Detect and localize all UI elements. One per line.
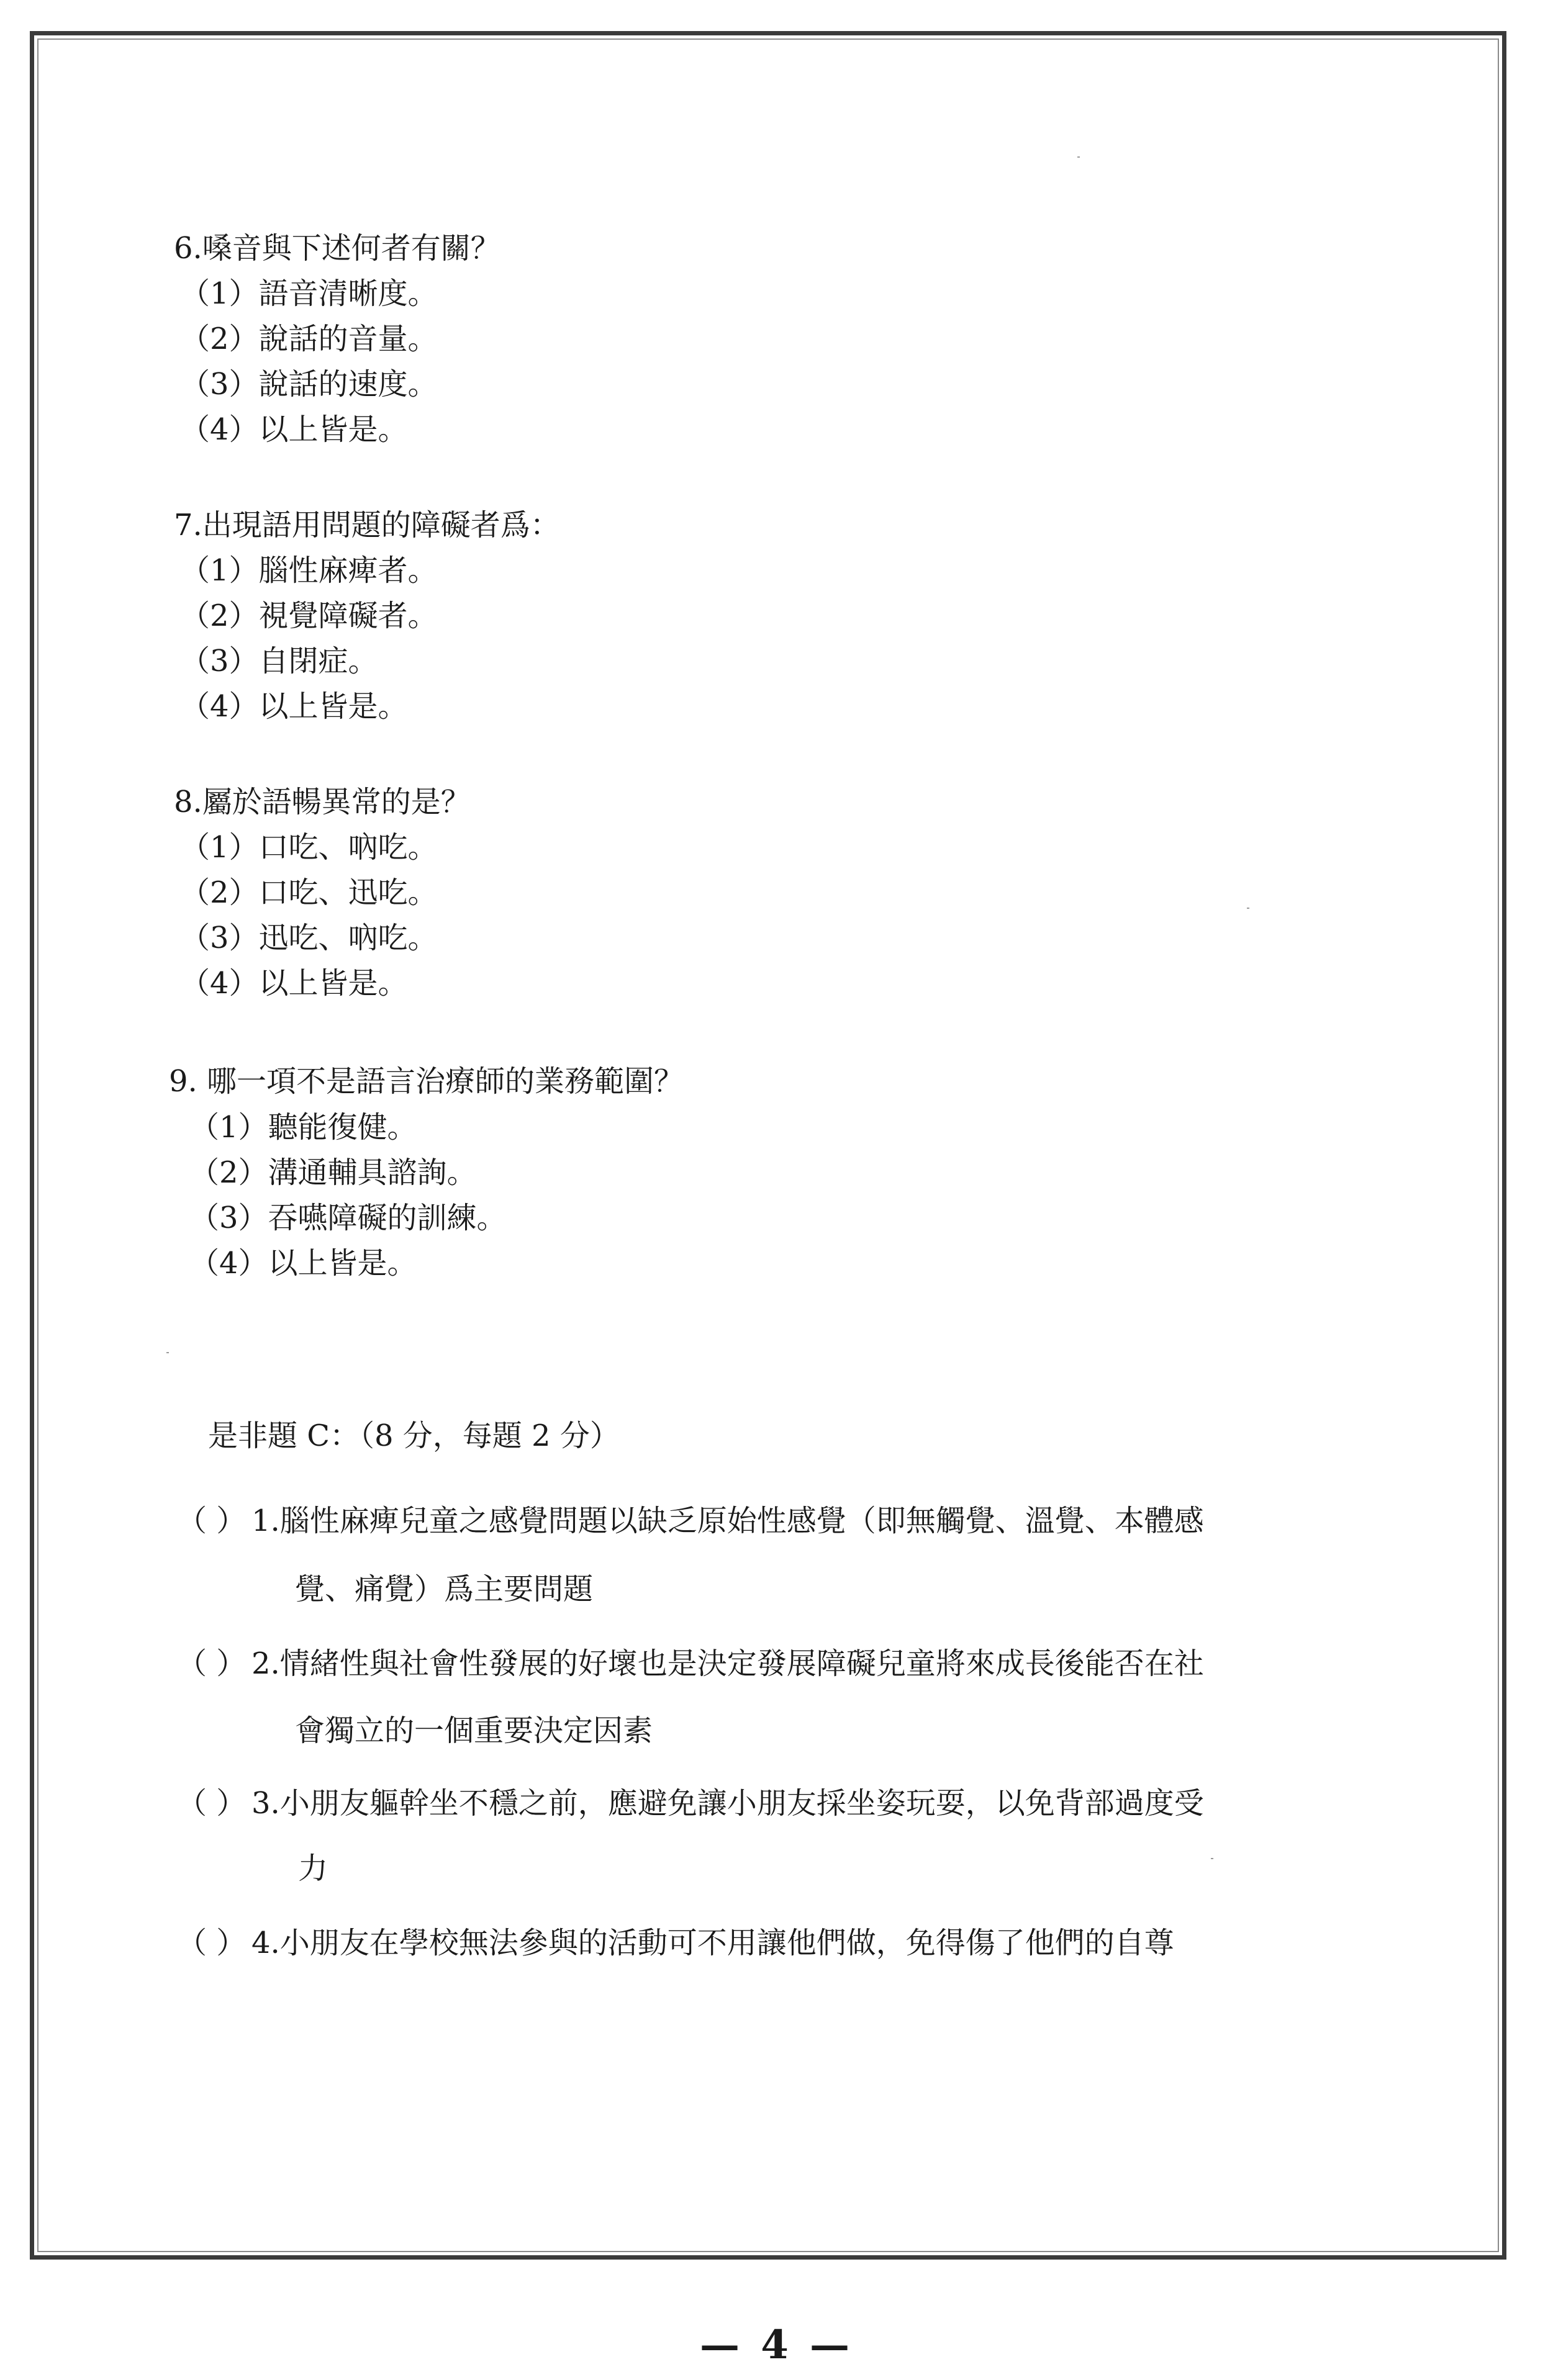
scan-speck	[1211, 1858, 1213, 1859]
question-6-title: 6.嗓音與下述何者有關？	[174, 231, 500, 266]
tf-item-1-continued: 覺、痛覺）爲主要問題	[295, 1572, 594, 1607]
question-9-title: 9. 哪一項不是語言治療師的業務範圍？	[169, 1064, 684, 1099]
answer-blank: （ ）	[177, 1786, 247, 1821]
scan-speck	[1077, 156, 1080, 158]
question-9-option-1: （1）聽能復健。	[189, 1110, 417, 1145]
question-8-option-2: （2）口吃、迅吃。	[180, 875, 438, 910]
question-6-option-1: （1）語音清晰度。	[180, 276, 438, 311]
question-6-option-3: （3）說話的速度。	[180, 367, 438, 402]
question-7-option-4: （4）以上皆是。	[180, 689, 408, 724]
question-8-option-1: （1）口吃、吶吃。	[180, 830, 438, 865]
question-6-option-2: （2）說話的音量。	[180, 322, 438, 356]
true-false-heading: 是非題 C：（8 分，每題 2 分）	[208, 1418, 620, 1453]
tf-item-3	[177, 1785, 1204, 1822]
tf-item-3-text: 3.小朋友軀幹坐不穩之前，應避免讓小朋友採坐姿玩耍，以免背部過度受	[251, 1786, 1204, 1821]
page-number: — 4 —	[699, 2322, 854, 2368]
answer-blank: （ ）	[177, 1503, 247, 1538]
question-7-option-2: （2）視覺障礙者。	[180, 598, 438, 633]
tf-item-2-continued: 會獨立的一個重要決定因素	[295, 1713, 653, 1748]
tf-item-1-text: 1.腦性麻痺兒童之感覺問題以缺乏原始性感覺（即無觸覺、溫覺、本體感	[251, 1503, 1204, 1538]
question-8-title: 8.屬於語暢異常的是？	[174, 785, 471, 819]
answer-blank: （ ）	[177, 1926, 247, 1960]
tf-item-2-text: 2.情緒性與社會性發展的好壞也是決定發展障礙兒童將來成長後能否在社	[251, 1646, 1204, 1681]
question-7-option-3: （3）自閉症。	[180, 644, 378, 678]
question-6-option-4: （4）以上皆是。	[180, 412, 408, 447]
question-7-title: 7.出現語用問題的障礙者爲：	[174, 508, 560, 543]
tf-item-4	[177, 1924, 1174, 1962]
tf-item-1	[177, 1502, 1204, 1539]
scan-speck	[166, 1352, 169, 1353]
question-7-option-1: （1）腦性麻痺者。	[180, 553, 438, 588]
scan-speck	[1247, 908, 1249, 909]
question-9-option-3: （3）吞嚥障礙的訓練。	[189, 1201, 507, 1235]
answer-blank: （ ）	[177, 1646, 247, 1681]
tf-item-4-text: 4.小朋友在學校無法參與的活動可不用讓他們做，免得傷了他們的自尊	[251, 1926, 1174, 1960]
tf-item-2	[177, 1645, 1204, 1682]
tf-item-3-continued: 力	[298, 1851, 328, 1886]
question-9-option-2: （2）溝通輔具諮詢。	[189, 1155, 477, 1190]
question-8-option-3: （3）迅吃、吶吃。	[180, 921, 438, 955]
question-9-option-4: （4）以上皆是。	[189, 1246, 417, 1281]
question-8-option-4: （4）以上皆是。	[180, 966, 408, 1001]
